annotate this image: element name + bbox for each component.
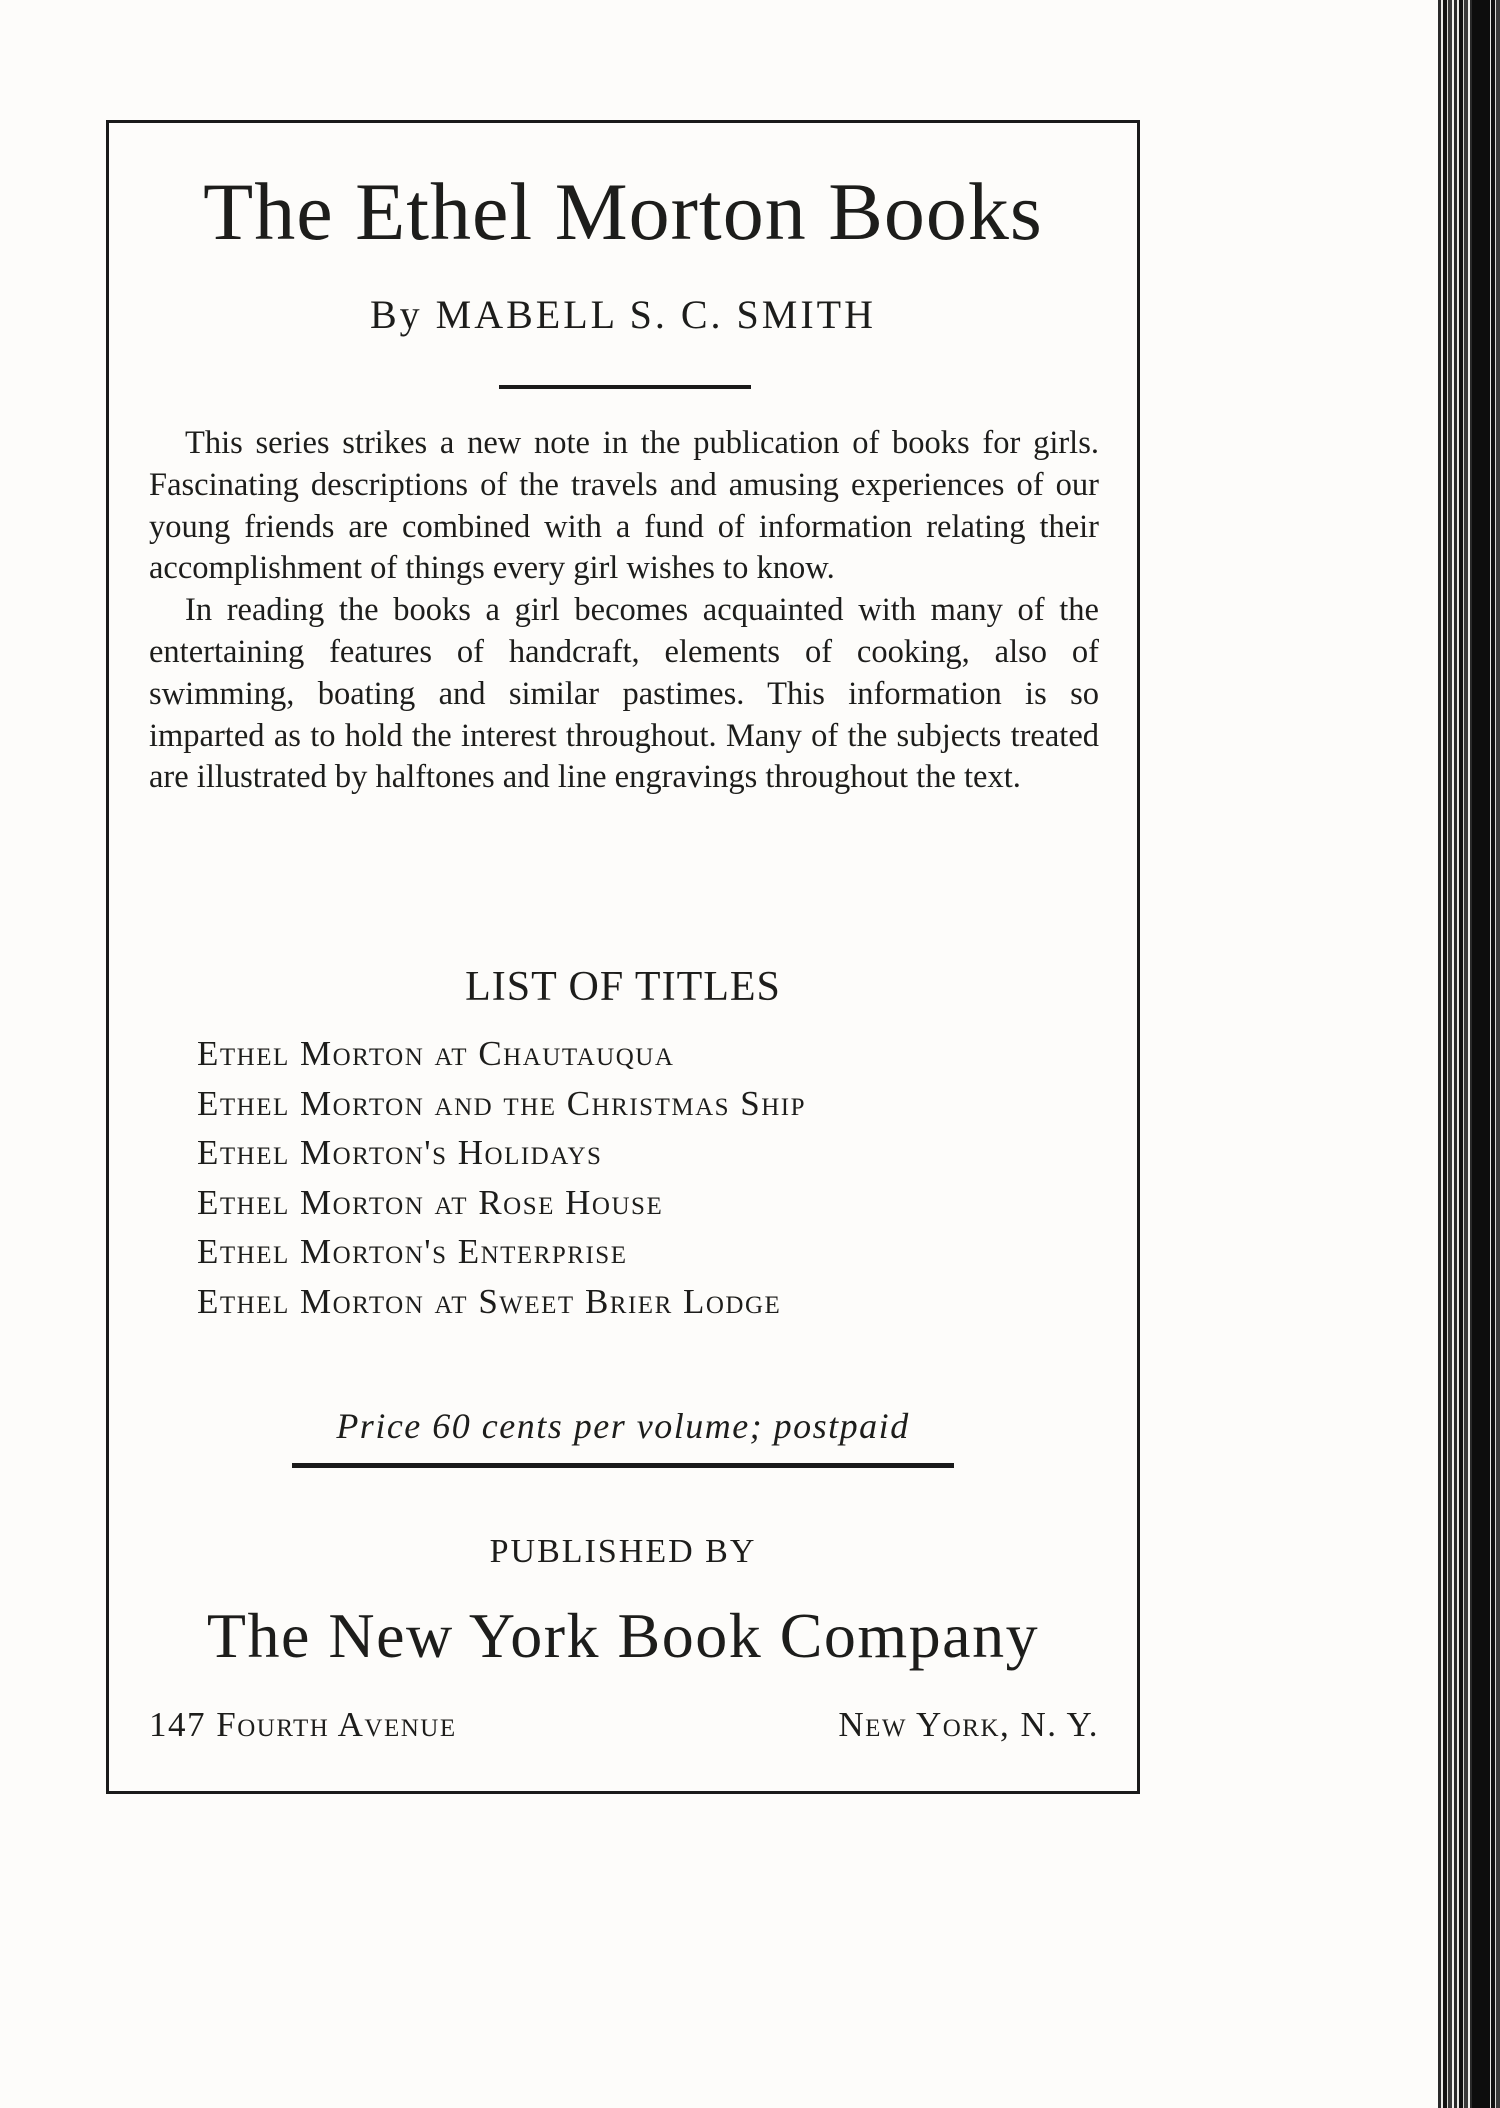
price-line: Price 60 cents per volume; postpaid bbox=[336, 1406, 910, 1446]
author-line: By MABELL S. C. SMITH bbox=[369, 292, 876, 337]
list-of-titles-heading: LIST OF TITLES bbox=[465, 964, 781, 1010]
title-item: Ethel Morton at Sweet Brier Lodge bbox=[197, 1281, 782, 1321]
title-item: Ethel Morton at Chautauqua bbox=[197, 1034, 675, 1073]
title-item: Ethel Morton and the Christmas Ship bbox=[197, 1083, 807, 1123]
title-list bbox=[197, 1029, 806, 1326]
short-divider bbox=[499, 385, 751, 389]
city-address: New York, N. Y. bbox=[838, 1705, 1099, 1744]
binding-shadow bbox=[1472, 0, 1490, 2108]
binding-edge bbox=[1438, 0, 1500, 2108]
series-description bbox=[149, 423, 1099, 799]
description-paragraph: In reading the books a girl becomes acquainted with many of the entertaining features of handcraft, elements of cooking, also of swimming, boating and similar pastimes. This information is so imparted as to hold the interest throughout. Many of the subjects treated are illustrated by halftones and line engravings throughout the text. bbox=[149, 592, 1099, 796]
long-divider bbox=[292, 1463, 954, 1468]
publisher-name: The New York Book Company bbox=[206, 1600, 1040, 1671]
street-address: 147 Fourth Avenue bbox=[149, 1705, 457, 1744]
published-by-label: PUBLISHED BY bbox=[489, 1533, 757, 1570]
advertisement-frame bbox=[106, 120, 1140, 1794]
description-paragraph: This series strikes a new note in the publication of books for girls. Fascinating descriptions of the travels and amusing experiences of our young friends are combined with a fund of information relating their accomplishment of things every girl wishes to know. bbox=[149, 425, 1099, 587]
series-title: The Ethel Morton Books bbox=[203, 166, 1043, 257]
title-item: Ethel Morton's Enterprise bbox=[197, 1232, 628, 1271]
title-item: Ethel Morton at Rose House bbox=[197, 1182, 664, 1222]
title-item: Ethel Morton's Holidays bbox=[197, 1133, 603, 1172]
